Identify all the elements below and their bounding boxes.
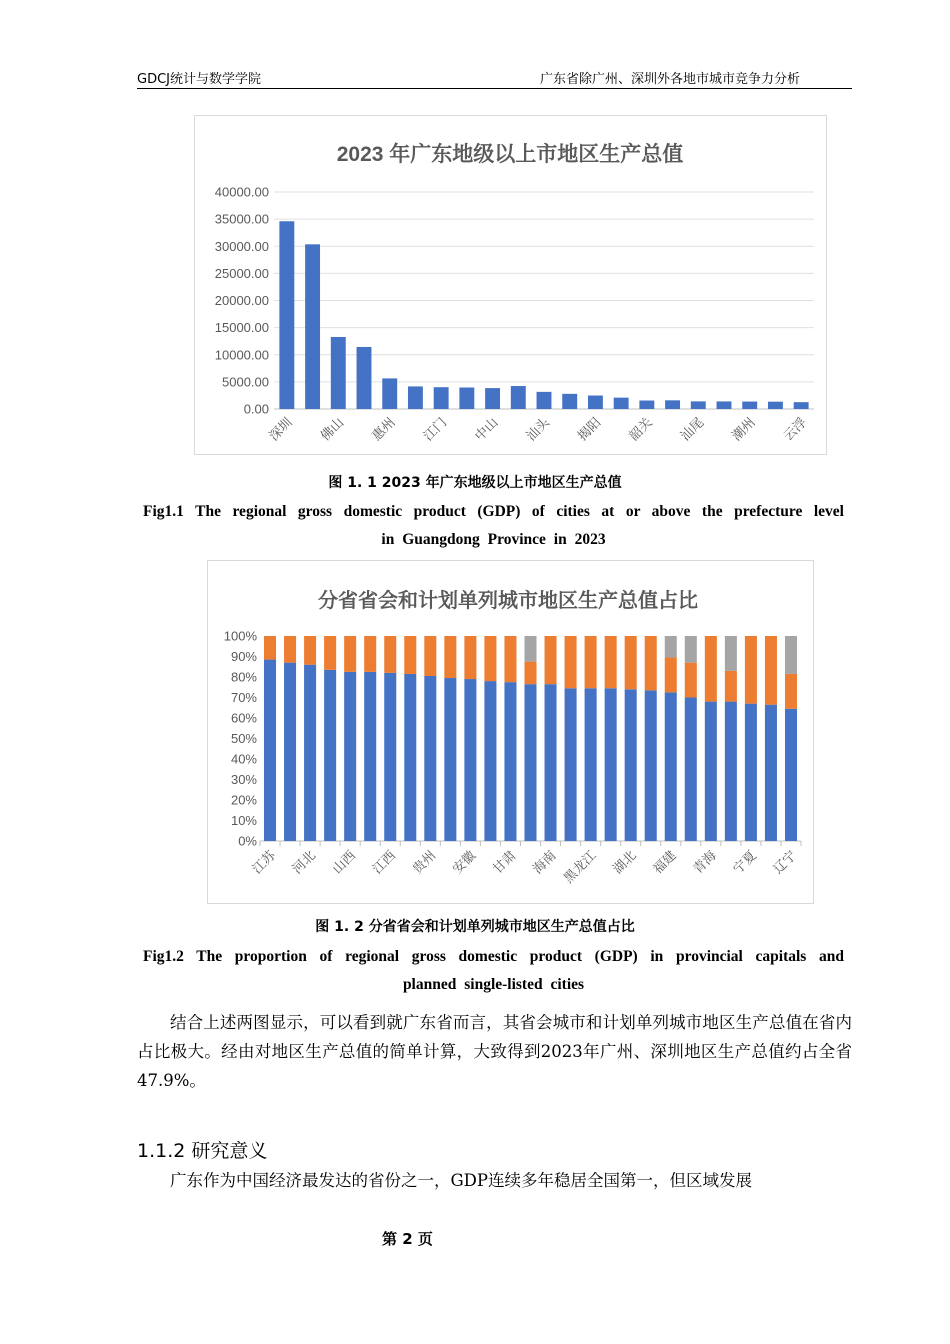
chart2-bar-segment-series-1 xyxy=(685,698,697,842)
chart2-x-tick-label: 甘肃 xyxy=(489,847,519,877)
chart1-x-tick-label: 中山 xyxy=(471,414,501,444)
chart1-x-tick-label: 江门 xyxy=(420,414,450,444)
figure1-caption-en-line2: in Guangdong Province in 2023 xyxy=(381,531,606,548)
chart2-bar-segment-series-2 xyxy=(545,636,557,684)
chart2-bar-segment-series-1 xyxy=(464,679,476,841)
chart2-bar-segment-series-3 xyxy=(725,636,737,671)
chart1-x-tick-label: 佛山 xyxy=(317,414,347,444)
chart1-x-tick-label: 汕尾 xyxy=(677,414,707,444)
chart2-bar-segment-series-1 xyxy=(745,704,757,841)
chart2-title: 分省省会和计划单列城市地区生产总值占比 xyxy=(318,590,698,612)
chart2-y-tick-label: 40% xyxy=(230,751,257,767)
chart1-y-tick-label: 0.00 xyxy=(243,401,269,417)
chart2-bar-segment-series-2 xyxy=(605,636,617,688)
chart1-y-tick-label: 15000.00 xyxy=(214,320,269,336)
chart2-bar-segment-series-2 xyxy=(364,636,376,672)
chart1-y-tick-label: 35000.00 xyxy=(214,211,269,227)
chart2-bar-segment-series-3 xyxy=(524,636,536,662)
figure1-caption-cn: 图 1. 1 2023 年广东地级以上市地区生产总值 xyxy=(328,475,622,491)
chart2-bar-segment-series-1 xyxy=(665,692,677,841)
chart1-bar xyxy=(434,387,449,409)
chart1-bar xyxy=(537,392,552,409)
chart2-x-tick-label: 湖北 xyxy=(609,847,639,877)
figure2-caption-en-line2: planned single-listed cities xyxy=(402,976,585,993)
chart1-y-tick-label: 10000.00 xyxy=(214,347,269,363)
gdp-share-stacked-chart-svg xyxy=(208,561,813,903)
chart2-y-tick-label: 70% xyxy=(230,690,257,705)
chart2-bar-segment-series-2 xyxy=(725,671,737,702)
chart2-bar-segment-series-1 xyxy=(545,684,557,841)
chart2-bar-segment-series-2 xyxy=(264,636,276,660)
chart2-bar-segment-series-2 xyxy=(745,636,757,704)
chart1-x-tick-label: 汕头 xyxy=(523,414,553,444)
chart2-y-tick-label: 90% xyxy=(230,649,257,664)
chart2-bar-segment-series-1 xyxy=(504,682,516,841)
chart2-bar-segment-series-2 xyxy=(785,674,797,709)
chart2-y-tick-label: 0% xyxy=(238,833,257,849)
chart2-y-tick-label: 10% xyxy=(230,813,257,828)
chart2-y-tick-label: 50% xyxy=(230,731,257,746)
figure1-caption-en xyxy=(143,498,844,554)
header-left: GDCJ统计与数学学院 xyxy=(137,72,261,87)
chart1-bar xyxy=(511,386,526,409)
section-title: 1.1.2 研究意义 xyxy=(137,1140,268,1162)
chart2-bar-segment-series-2 xyxy=(705,636,717,702)
chart2-bar-segment-series-1 xyxy=(264,660,276,841)
chart1-x-tick-label: 深圳 xyxy=(265,414,295,444)
chart2-bar-segment-series-2 xyxy=(484,636,496,681)
chart2-bar-segment-series-1 xyxy=(565,688,577,841)
chart2-x-tick-label: 安徽 xyxy=(449,847,479,877)
chart1-title: 2023 年广东地级以上市地区生产总值 xyxy=(336,143,684,166)
chart1-bar xyxy=(357,347,372,409)
chart2-bar-segment-series-1 xyxy=(725,702,737,841)
chart2-x-tick-label: 青海 xyxy=(689,847,719,877)
figure2-caption-cn: 图 1. 2 分省省会和计划单列城市地区生产总值占比 xyxy=(315,919,635,935)
chart2-x-tick-label: 河北 xyxy=(289,847,319,877)
chart2-bar-segment-series-1 xyxy=(304,665,316,841)
figure2-caption-en-line1: Fig1.2 The proportion of regional gross domestic product (GDP) in provincial capitals and xyxy=(143,948,844,965)
chart1-bar xyxy=(742,402,757,409)
chart2-x-tick-label: 黑龙江 xyxy=(560,847,599,886)
chart2-x-tick-label: 宁夏 xyxy=(730,847,760,877)
chart1-x-tick-label: 惠州 xyxy=(368,414,398,444)
chart1-x-tick-label: 韶关 xyxy=(625,414,655,444)
chart1-bar xyxy=(485,388,500,409)
chart2-bar-segment-series-1 xyxy=(605,688,617,841)
gdp-bar-chart-svg xyxy=(195,116,826,454)
chart2-bar-segment-series-1 xyxy=(404,674,416,841)
gdp-share-stacked-chart xyxy=(207,560,814,904)
chart2-bar-segment-series-2 xyxy=(444,636,456,678)
chart1-x-tick-label: 潮州 xyxy=(728,414,758,444)
chart2-bar-segment-series-2 xyxy=(585,636,597,688)
chart1-bar xyxy=(768,402,783,409)
header-right: 广东省除广州、深圳外各地市城市竞争力分析 xyxy=(539,72,800,87)
chart1-bar xyxy=(614,398,629,409)
figure2-caption-en xyxy=(143,943,844,999)
chart2-x-tick-label: 贵州 xyxy=(409,847,439,877)
chart2-bar-segment-series-3 xyxy=(685,636,697,663)
chart2-bar-segment-series-1 xyxy=(765,705,777,841)
chart2-bar-segment-series-2 xyxy=(344,636,356,672)
chart1-y-tick-label: 5000.00 xyxy=(222,374,269,390)
paragraph-2-text: 广东作为中国经济最发达的省份之一，GDP连续多年稳居全国第一，但区域发展 xyxy=(170,1171,753,1190)
chart2-bar-segment-series-2 xyxy=(324,636,336,670)
chart2-x-tick-label: 江西 xyxy=(369,847,399,877)
body-paragraph-1 xyxy=(137,1008,852,1095)
chart2-y-tick-label: 30% xyxy=(230,772,257,787)
chart2-bar-segment-series-1 xyxy=(484,681,496,841)
chart2-y-tick-label: 80% xyxy=(230,669,257,685)
chart2-x-tick-label: 海南 xyxy=(529,847,559,877)
chart2-bar-segment-series-2 xyxy=(625,636,637,689)
chart2-bar-segment-series-3 xyxy=(665,636,677,658)
chart2-bar-segment-series-1 xyxy=(284,663,296,841)
chart2-bar-segment-series-1 xyxy=(344,672,356,841)
chart2-x-tick-label: 山西 xyxy=(329,847,359,877)
chart2-bar-segment-series-1 xyxy=(424,676,436,841)
chart1-bar xyxy=(691,401,706,409)
chart2-bar-segment-series-2 xyxy=(524,662,536,685)
chart2-bar-segment-series-1 xyxy=(324,670,336,841)
chart2-x-tick-label: 福建 xyxy=(649,847,679,877)
chart2-bar-segment-series-2 xyxy=(685,663,697,698)
chart2-bar-segment-series-2 xyxy=(645,636,657,690)
chart1-bar xyxy=(331,337,346,409)
chart1-bar xyxy=(305,244,320,409)
chart2-bar-segment-series-1 xyxy=(645,690,657,841)
gdp-bar-chart xyxy=(194,115,827,455)
chart2-bar-segment-series-1 xyxy=(384,673,396,841)
chart1-bar xyxy=(665,400,680,409)
body-paragraph-2 xyxy=(137,1166,852,1195)
chart2-y-tick-label: 60% xyxy=(230,710,257,726)
chart2-bar-segment-series-3 xyxy=(785,636,797,674)
chart1-y-tick-label: 30000.00 xyxy=(214,238,269,254)
chart2-bar-segment-series-2 xyxy=(665,658,677,693)
chart2-bar-segment-series-1 xyxy=(585,688,597,841)
chart2-bar-segment-series-1 xyxy=(785,709,797,841)
chart1-bar xyxy=(408,386,423,409)
chart1-bar xyxy=(382,378,397,409)
figure1-caption-en-line1: Fig1.1 The regional gross domestic product (GDP) of cities at or above the prefecture level xyxy=(143,503,844,520)
chart2-bar-segment-series-1 xyxy=(364,672,376,841)
chart1-bar xyxy=(279,221,294,409)
chart2-y-tick-label: 20% xyxy=(230,792,257,808)
chart2-x-tick-label: 江苏 xyxy=(249,847,279,877)
chart2-bar-segment-series-2 xyxy=(384,636,396,673)
chart2-bar-segment-series-2 xyxy=(504,636,516,682)
chart2-bar-segment-series-2 xyxy=(424,636,436,676)
page-number: 第 2 页 xyxy=(382,1230,433,1248)
chart2-x-tick-label: 辽宁 xyxy=(770,847,800,877)
chart1-y-tick-label: 25000.00 xyxy=(214,265,269,281)
paragraph-1-text: 结合上述两图显示，可以看到就广东省而言，其省会城市和计划单列城市地区生产总值在省内占比极大。经由对地区生产总值的简单计算，大致得到2023年广州、深圳地区生产总值约占全省47.9%。 xyxy=(137,1013,852,1090)
chart1-bar xyxy=(639,401,654,409)
chart1-bar xyxy=(588,396,603,409)
chart2-y-tick-label: 100% xyxy=(223,628,257,644)
chart2-bar-segment-series-2 xyxy=(284,636,296,663)
page-header xyxy=(137,66,852,89)
chart1-x-tick-label: 揭阳 xyxy=(574,414,604,444)
chart1-bar xyxy=(562,394,577,409)
chart1-bar xyxy=(717,401,732,409)
chart2-bar-segment-series-2 xyxy=(565,636,577,688)
chart2-bar-segment-series-2 xyxy=(464,636,476,679)
chart1-x-tick-label: 云浮 xyxy=(780,414,810,444)
chart2-bar-segment-series-2 xyxy=(765,636,777,705)
chart1-y-tick-label: 40000.00 xyxy=(214,184,269,200)
chart1-y-tick-label: 20000.00 xyxy=(214,293,269,308)
chart2-bar-segment-series-1 xyxy=(444,678,456,841)
chart1-bar xyxy=(459,387,474,409)
chart2-bar-segment-series-2 xyxy=(404,636,416,674)
chart2-bar-segment-series-1 xyxy=(705,702,717,841)
chart2-bar-segment-series-2 xyxy=(304,636,316,665)
chart2-bar-segment-series-1 xyxy=(625,689,637,841)
chart2-bar-segment-series-1 xyxy=(524,684,536,841)
chart1-bar xyxy=(794,402,809,409)
